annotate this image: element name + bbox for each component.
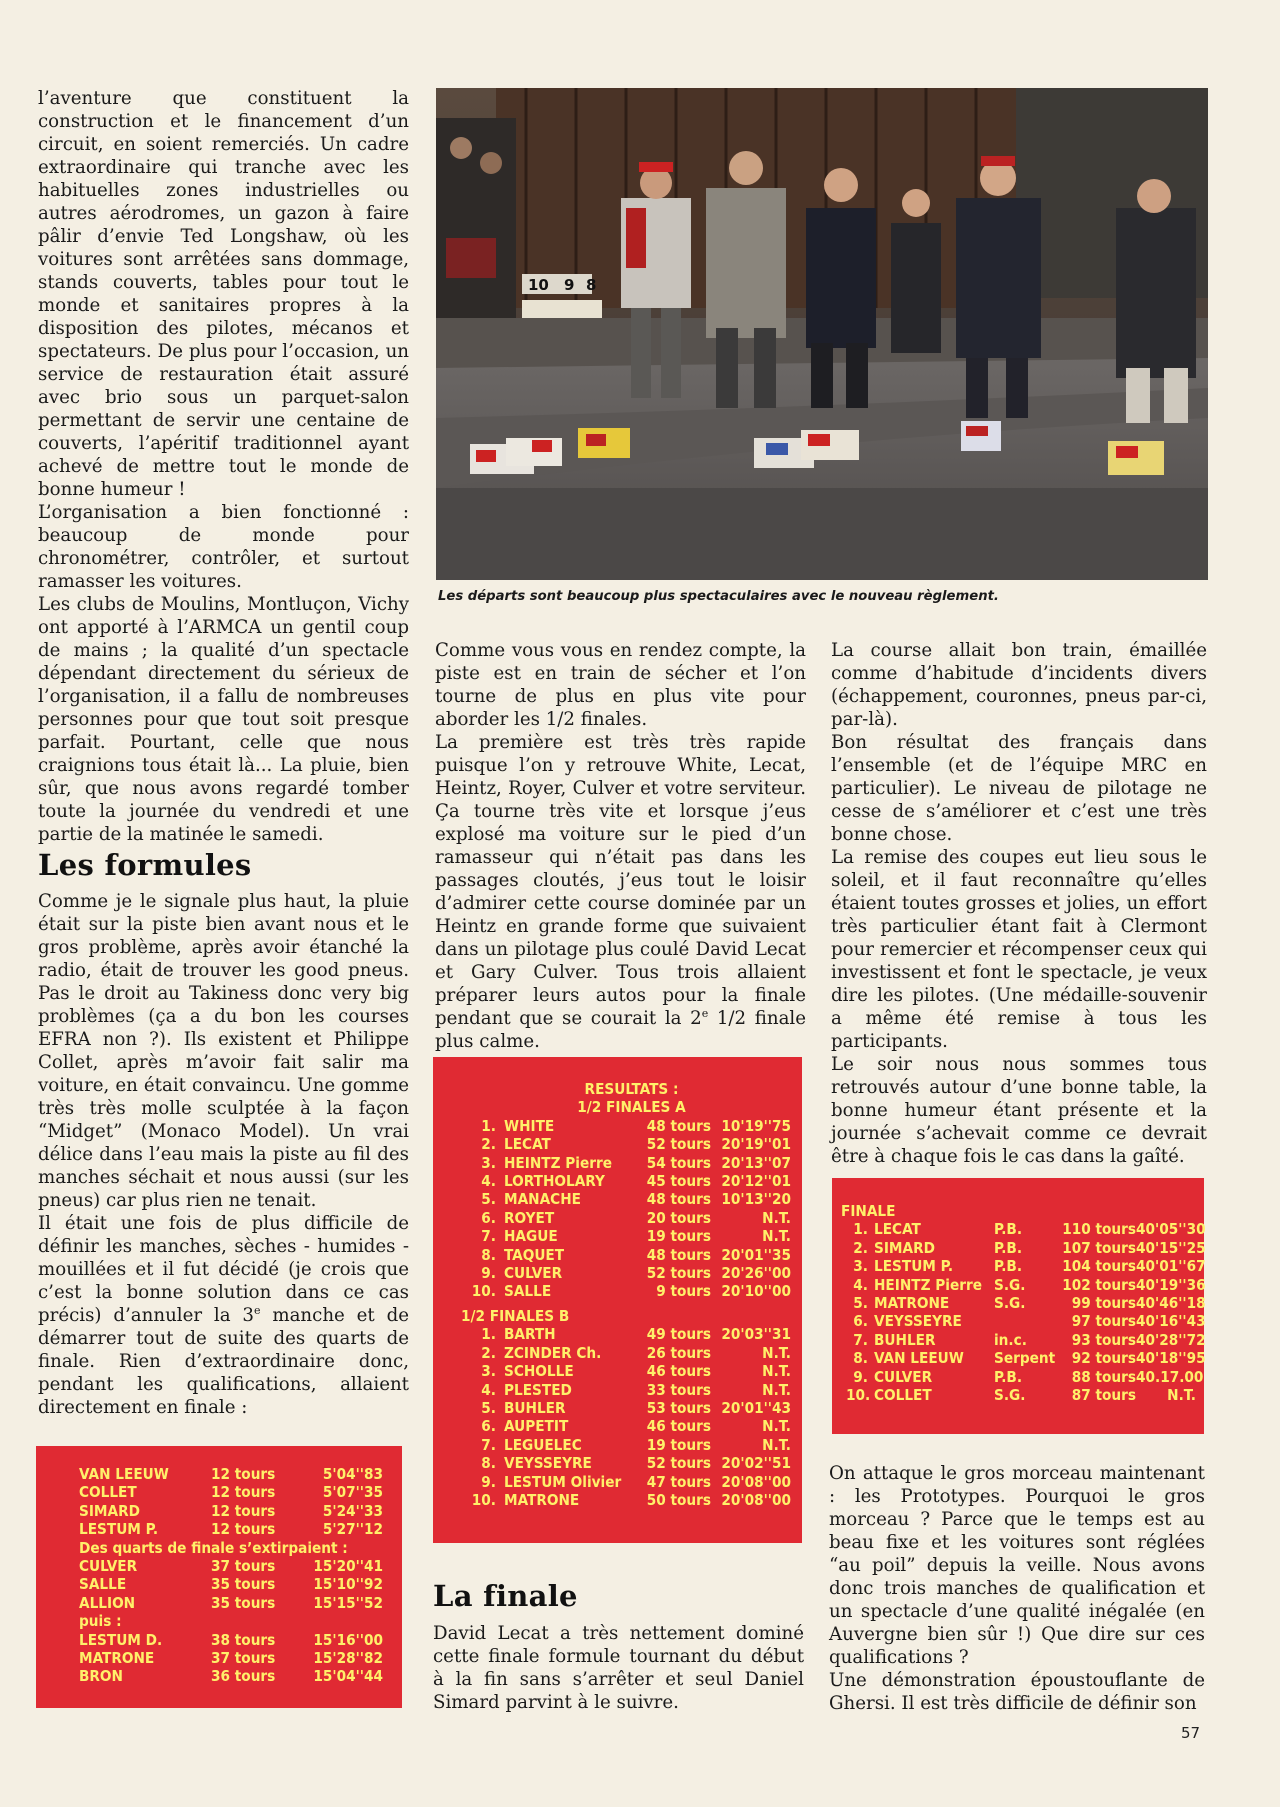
- table-cell: 1.: [853, 1220, 868, 1239]
- table-cell: S.G.: [994, 1386, 1026, 1405]
- table-cell: 2.: [853, 1238, 868, 1257]
- results-title-b: 1/2 FINALES B: [461, 1306, 570, 1325]
- table-cell: 52 tours: [646, 1135, 711, 1154]
- table-row: [79, 1594, 402, 1612]
- paragraph: La première est très très rapide puisque l’on y retrouve White, Lecat, Heintz, Royer, Culver et votre serviteur. Ça tourne très vite et lorsque j’eus explosé ma voiture sur le pied d’un ramasseur qui n’était pas dans les passages cloutés, j’eus tout le loisir d’admirer cette course dominée par un Heintz en grande forme que suivaient dans un pilotage plus coulé David Lecat et Gary Culver. Tous trois allaient préparer leurs autos pour la finale pendant que se courait la 2e 1/2 finale plus calme.: [435, 732, 806, 1052]
- table-cell: 20'12''01: [721, 1172, 791, 1191]
- finale-table: [832, 1220, 1204, 1404]
- table-cell: N.T.: [762, 1343, 791, 1362]
- table-cell: MANACHE: [504, 1190, 581, 1209]
- column1-intro: [38, 87, 409, 846]
- paragraph: l’aventure que constituent la construction et le financement d’un circuit, en soient remerciés. Un cadre extraordinaire qui tranche avec les habituelles zones industrielles ou autres aérodromes, un gazon à faire pâlir d’envie Ted Longshaw, où les voitures sont arrêtées sans dommage, stands couverts, tables pour tout le monde et sanitaires propres à la disposition des pilotes, mécanos et spectateurs. De plus pour l’occasion, un service de restauration était assuré avec brio sous un parquet-salon permettant de servir une centaine de couverts, l’apéritif traditionnel ayant achevé de mettre tout le monde de bonne humeur !: [38, 88, 409, 500]
- table-cell: 12 tours: [211, 1465, 276, 1483]
- results-table-a: [433, 1117, 802, 1301]
- table-cell: 4.: [481, 1380, 496, 1399]
- table-row: [469, 1227, 802, 1245]
- table-cell: ZCINDER Ch.: [504, 1343, 602, 1362]
- table-cell: LESTUM Olivier: [504, 1472, 622, 1491]
- sign-number: 8: [586, 276, 597, 294]
- table-cell: 4.: [481, 1172, 496, 1191]
- table-cell: N.T.: [762, 1227, 791, 1246]
- table-cell: LESTUM P.: [79, 1520, 159, 1539]
- table-cell: PLESTED: [504, 1380, 572, 1399]
- column3-prototypes: [829, 1462, 1205, 1715]
- table-cell: COLLET: [874, 1386, 932, 1405]
- table-cell: 93 tours: [1071, 1330, 1136, 1349]
- table-cell: 7.: [853, 1330, 868, 1349]
- table-cell: P.B.: [994, 1367, 1023, 1386]
- table-cell: 9.: [481, 1264, 496, 1283]
- table-cell: SIMARD: [874, 1238, 935, 1257]
- results-title: RESULTATS :: [584, 1080, 679, 1098]
- table-cell: 3.: [853, 1257, 868, 1276]
- table-cell: 38 tours: [211, 1630, 276, 1649]
- table-cell: 19 tours: [646, 1435, 711, 1454]
- column2-finale: [433, 1622, 804, 1714]
- table-cell: 48 tours: [646, 1245, 711, 1264]
- table-cell: 10.: [846, 1386, 871, 1405]
- paragraph: On attaque le gros morceau maintenant : les Prototypes. Pourquoi le gros morceau ? Parce que le temps est au beau fixe et les voitures sont réglées “au poil” depuis la veille. Nous avons donc trois manches de qualification et un spectacle d’une qualité inégalée (en Auvergne bien sûr !) Que dire sur ces qualifications ?: [829, 1463, 1205, 1668]
- finale-results-box: [832, 1178, 1204, 1434]
- table-row: [469, 1399, 802, 1417]
- table-row: [469, 1135, 802, 1153]
- table-row: [79, 1557, 402, 1575]
- table-cell: N.T.: [762, 1362, 791, 1381]
- table-cell: 10'19''75: [721, 1116, 791, 1135]
- table-cell: 15'28''82: [313, 1649, 383, 1668]
- table-cell: HAGUE: [504, 1227, 558, 1246]
- table-cell: 54 tours: [646, 1153, 711, 1172]
- table-row: [469, 1117, 802, 1135]
- table-cell: 104 tours: [1062, 1257, 1136, 1276]
- table-cell: VEYSSEYRE: [874, 1312, 962, 1331]
- table-cell: LESTUM D.: [79, 1630, 163, 1649]
- photo-illustration: [436, 88, 1208, 580]
- table-cell: 7.: [481, 1227, 496, 1246]
- table-cell: BARTH: [504, 1325, 556, 1344]
- table-cell: 9 tours: [656, 1282, 711, 1301]
- table-cell: SIMARD: [79, 1501, 140, 1520]
- table-cell: 35 tours: [211, 1575, 276, 1594]
- table-cell: N.T.: [1167, 1386, 1196, 1405]
- table-cell: 3.: [481, 1153, 496, 1172]
- table-cell: 4.: [853, 1275, 868, 1294]
- table-row: [846, 1312, 1204, 1330]
- table-row: [469, 1454, 802, 1472]
- table-row: [79, 1575, 402, 1593]
- table-cell: SALLE: [79, 1575, 127, 1594]
- table-cell: in.c.: [994, 1330, 1027, 1349]
- table-cell: LEGUELEC: [504, 1435, 582, 1454]
- table-cell: 5'04''83: [322, 1465, 383, 1483]
- table-row: [469, 1325, 802, 1343]
- table-cell: 10.: [471, 1282, 496, 1301]
- table-cell: 15'15''52: [313, 1593, 383, 1612]
- table-cell: 2.: [481, 1135, 496, 1154]
- table-row: [469, 1491, 802, 1509]
- paragraph: La remise des coupes eut lieu sous le soleil, et il faut reconnaître qu’elles étaient toutes grosses et jolies, un effort très particulier étant fait à Clermont pour remercier et récompenser ceux qui investissent et font le spectacle, je veux dire les pilotes. (Une médaille-souvenir a même été remise à tous les participants.: [831, 847, 1207, 1052]
- table-row: [469, 1190, 802, 1208]
- table-cell: 20 tours: [646, 1208, 711, 1227]
- table-row: [79, 1520, 402, 1538]
- table-cell: N.T.: [762, 1417, 791, 1436]
- table-cell: 8.: [481, 1245, 496, 1264]
- table-cell: 15'10''92: [313, 1575, 383, 1594]
- table-cell: 46 tours: [646, 1362, 711, 1381]
- results-table-b: [433, 1325, 802, 1509]
- table-cell: 8.: [481, 1454, 496, 1473]
- qualifications-box: [36, 1446, 402, 1708]
- table-cell: LORTHOLARY: [504, 1172, 605, 1191]
- table-cell: 20'03''31: [721, 1325, 791, 1344]
- table-cell: 40'01''67: [1136, 1257, 1206, 1276]
- table-cell: LESTUM P.: [874, 1257, 954, 1276]
- table-cell: 47 tours: [646, 1472, 711, 1491]
- table-cell: 45 tours: [646, 1172, 711, 1191]
- table-cell: Serpent: [994, 1349, 1056, 1368]
- table-cell: 12 tours: [211, 1501, 276, 1520]
- table-cell: 1.: [481, 1325, 496, 1344]
- table-row: [79, 1631, 402, 1649]
- table-cell: WHITE: [504, 1116, 555, 1135]
- table-cell: 12 tours: [211, 1483, 276, 1502]
- table-cell: 37 tours: [211, 1649, 276, 1668]
- table-cell: VAN LEEUW: [874, 1349, 964, 1368]
- table-row: [469, 1264, 802, 1282]
- table-cell: 8.: [853, 1349, 868, 1368]
- table-cell: N.T.: [762, 1208, 791, 1227]
- table-cell: 26 tours: [646, 1343, 711, 1362]
- table-cell: COLLET: [79, 1483, 137, 1502]
- table-cell: TAQUET: [504, 1245, 565, 1264]
- table-cell: MATRONE: [79, 1649, 155, 1668]
- table-cell: 20'08''00: [721, 1490, 791, 1509]
- table-cell: HEINTZ Pierre: [874, 1275, 982, 1294]
- table-cell: 7.: [481, 1435, 496, 1454]
- table-cell: 5.: [481, 1190, 496, 1209]
- column1-formules: [38, 890, 409, 1419]
- table-cell: 6.: [853, 1312, 868, 1331]
- paragraph: Une démonstration époustouflante de Ghersi. Il est très difficile de définir son: [829, 1670, 1205, 1714]
- table-cell: 10'13''20: [721, 1190, 791, 1209]
- table-cell: 20'01''35: [721, 1245, 791, 1264]
- paragraph: Il était une fois de plus difficile de définir les manches, sèches - humides - mouillées et il fut décidé (je crois que c’est la bonne solution dans ce cas précis) d’annuler la 3e manche et de démarrer tout de suite des quarts de finale. Rien d’extraordinaire donc, pendant les qualifications, allaient directement en finale :: [38, 1213, 409, 1418]
- table-cell: S.G.: [994, 1294, 1026, 1313]
- table-cell: 6.: [481, 1208, 496, 1227]
- table-row: [469, 1381, 802, 1399]
- paragraph: Les clubs de Moulins, Montluçon, Vichy ont apporté à l’ARMCA un gentil coup de mains ; la qualité d’un spectacle dépendant directement du sérieux de l’organisation, il a fallu de nombreuses personnes pour que tout soit presque parfait. Pourtant, celle que nous craignions tous était là... La pluie, bien sûr, que nous avons regardé tomber toute la journée du vendredi et une partie de la matinée le samedi.: [38, 594, 409, 845]
- table-row: [469, 1154, 802, 1172]
- table-cell: P.B.: [994, 1220, 1023, 1239]
- table-cell: 40'18''95: [1136, 1349, 1206, 1368]
- race-start-photo: [436, 88, 1208, 580]
- qualifications-table: [36, 1465, 402, 1686]
- table-cell: 50 tours: [646, 1490, 711, 1509]
- table-cell: CULVER: [504, 1264, 563, 1283]
- table-row: [469, 1473, 802, 1491]
- table-cell: 15'16''00: [313, 1630, 383, 1649]
- table-row: [846, 1239, 1204, 1257]
- table-cell: 40'46''18: [1136, 1294, 1206, 1313]
- table-row: [469, 1282, 802, 1300]
- table-cell: MATRONE: [504, 1490, 580, 1509]
- table-cell: 5'24''33: [322, 1501, 383, 1520]
- table-cell: SALLE: [504, 1282, 552, 1301]
- table-cell: 1.: [481, 1116, 496, 1135]
- table-row: [469, 1417, 802, 1435]
- table-cell: 20'19''01: [721, 1135, 791, 1154]
- table-cell: 20'13''07: [721, 1153, 791, 1172]
- table-row: [469, 1246, 802, 1264]
- table-cell: 40.17.00: [1136, 1367, 1204, 1386]
- table-cell: 2.: [481, 1343, 496, 1362]
- table-row: [469, 1172, 802, 1190]
- table-cell: 53 tours: [646, 1398, 711, 1417]
- table-cell: P.B.: [994, 1257, 1023, 1276]
- section-heading-formules: Les formules: [38, 848, 252, 882]
- table-cell: 102 tours: [1062, 1275, 1136, 1294]
- table-cell: 15'20''41: [313, 1557, 383, 1576]
- results-box: [433, 1057, 802, 1543]
- table-cell: 5'27''12: [322, 1520, 383, 1539]
- table-cell: 15'04''44: [313, 1667, 383, 1686]
- paragraph: David Lecat a très nettement dominé cette finale formule tournant du début à la fin sans s’arrêter et seul Daniel Simard parvint à le suivre.: [433, 1623, 804, 1713]
- table-row: [79, 1667, 402, 1685]
- section-label: Des quarts de finale s’extirpaient :: [79, 1538, 348, 1557]
- table-cell: 5'07''35: [322, 1483, 383, 1502]
- table-cell: 40'16''43: [1136, 1312, 1206, 1331]
- table-cell: 48 tours: [646, 1190, 711, 1209]
- table-cell: CULVER: [874, 1367, 933, 1386]
- table-row: [469, 1362, 802, 1380]
- table-cell: VEYSSEYRE: [504, 1454, 592, 1473]
- table-row: [469, 1436, 802, 1454]
- table-cell: 20'01''43: [721, 1398, 791, 1417]
- table-cell: 97 tours: [1071, 1312, 1136, 1331]
- table-cell: 48 tours: [646, 1116, 711, 1135]
- table-cell: AUPETIT: [504, 1417, 569, 1436]
- paragraph: Comme vous vous en rendez compte, la piste est en train de sécher et l’on tourne de plus en plus vite pour aborder les 1/2 finales.: [435, 640, 806, 730]
- table-cell: 110 tours: [1062, 1220, 1136, 1239]
- table-cell: 36 tours: [211, 1667, 276, 1686]
- table-cell: S.G.: [994, 1275, 1026, 1294]
- table-cell: ROYET: [504, 1208, 555, 1227]
- table-row: [79, 1649, 402, 1667]
- table-cell: 87 tours: [1071, 1386, 1136, 1405]
- table-cell: P.B.: [994, 1238, 1023, 1257]
- table-row: [846, 1220, 1204, 1238]
- table-cell: BUHLER: [504, 1398, 566, 1417]
- table-cell: 5.: [481, 1398, 496, 1417]
- finale-box-title: FINALE: [841, 1202, 896, 1220]
- table-row: [846, 1386, 1204, 1404]
- column2-intro: [435, 639, 806, 1053]
- table-cell: 40'05''30: [1136, 1220, 1206, 1239]
- table-cell: 20'26''00: [721, 1264, 791, 1283]
- table-cell: 35 tours: [211, 1593, 276, 1612]
- table-cell: [994, 1312, 1056, 1330]
- table-row: [846, 1276, 1204, 1294]
- table-cell: 9.: [481, 1472, 496, 1491]
- table-cell: 20'08''00: [721, 1472, 791, 1491]
- paragraph: Bon résultat des français dans l’ensemble (et de l’équipe MRC en particulier). Le niveau de pilotage ne cesse de s’améliorer et c’est une très bonne chose.: [831, 732, 1207, 845]
- table-row: [79, 1483, 402, 1501]
- table-cell: N.T.: [762, 1435, 791, 1454]
- paragraph: Le soir nous nous sommes tous retrouvés autour d’une bonne table, la bonne humeur étant présente et la journée s’achevait comme ce devrait être à chaque fois le cas dans la gaîté.: [831, 1054, 1207, 1167]
- table-row: [846, 1257, 1204, 1275]
- table-cell: BUHLER: [874, 1330, 936, 1349]
- section-heading-finale: La finale: [433, 1579, 578, 1613]
- paragraph: Comme je le signale plus haut, la pluie était sur la piste bien avant nous et le gros problème, après avoir étanché la radio, était de trouver les good pneus. Pas le droit au Takiness donc very big problèmes (ça a du bon les courses EFRA non ?). Ils existent et Philippe Collet, après m’avoir fait salir ma voiture, en était convaincu. Une gomme très très molle sculptée à la façon “Midget” (Monaco Model). Un vrai délice dans l’eau mais la piste au fil des manches séchait et nous aussi (sur les pneus) car plus rien ne tenait.: [38, 891, 409, 1211]
- table-cell: 52 tours: [646, 1264, 711, 1283]
- table-row: [846, 1294, 1204, 1312]
- table-row: [469, 1209, 802, 1227]
- table-cell: 19 tours: [646, 1227, 711, 1246]
- table-cell: 46 tours: [646, 1417, 711, 1436]
- table-row: [846, 1331, 1204, 1349]
- table-cell: 37 tours: [211, 1557, 276, 1576]
- section-label: puis :: [79, 1612, 122, 1631]
- table-cell: 40'28''72: [1136, 1330, 1206, 1349]
- column3-intro: [831, 639, 1207, 1168]
- table-cell: LECAT: [504, 1135, 551, 1154]
- table-cell: BRON: [79, 1667, 123, 1686]
- table-cell: 12 tours: [211, 1520, 276, 1539]
- paragraph: La course allait bon train, émaillée comme d’habitude d’incidents divers (échappement, couronnes, pneus par-ci, par-là).: [831, 640, 1207, 730]
- sign-number: 9: [564, 276, 575, 294]
- results-subtitle: 1/2 FINALES A: [577, 1098, 686, 1117]
- table-cell: 33 tours: [646, 1380, 711, 1399]
- table-row: [846, 1368, 1204, 1386]
- paragraph: L’organisation a bien fonctionné : beaucoup de monde pour chronométrer, contrôler, et surtout ramasser les voitures.: [38, 502, 409, 592]
- table-cell: SCHOLLE: [504, 1362, 574, 1381]
- sign-number: 10: [528, 276, 549, 294]
- table-cell: 107 tours: [1062, 1238, 1136, 1257]
- table-cell: 9.: [853, 1367, 868, 1386]
- table-row: [79, 1465, 402, 1483]
- table-row: [846, 1349, 1204, 1367]
- table-cell: CULVER: [79, 1557, 138, 1576]
- photo-caption: Les départs sont beaucoup plus spectaculaires avec le nouveau règlement.: [438, 589, 999, 604]
- table-cell: 40'19''36: [1136, 1275, 1206, 1294]
- table-row: [79, 1502, 402, 1520]
- table-cell: 10.: [471, 1490, 496, 1509]
- table-cell: 99 tours: [1071, 1294, 1136, 1313]
- table-cell: LECAT: [874, 1220, 921, 1239]
- table-cell: 49 tours: [646, 1325, 711, 1344]
- table-cell: HEINTZ Pierre: [504, 1153, 612, 1172]
- table-cell: 92 tours: [1071, 1349, 1136, 1368]
- table-cell: 5.: [853, 1294, 868, 1313]
- table-cell: N.T.: [762, 1380, 791, 1399]
- table-row: [469, 1344, 802, 1362]
- table-cell: MATRONE: [874, 1294, 950, 1313]
- table-cell: 52 tours: [646, 1454, 711, 1473]
- table-cell: ALLION: [79, 1593, 136, 1612]
- table-cell: VAN LEEUW: [79, 1465, 169, 1483]
- table-cell: 88 tours: [1071, 1367, 1136, 1386]
- table-cell: 40'15''25: [1136, 1238, 1206, 1257]
- table-cell: 20'02''51: [721, 1454, 791, 1473]
- page-number: 57: [1181, 1724, 1201, 1742]
- table-cell: 6.: [481, 1417, 496, 1436]
- table-cell: 3.: [481, 1362, 496, 1381]
- table-cell: 20'10''00: [721, 1282, 791, 1301]
